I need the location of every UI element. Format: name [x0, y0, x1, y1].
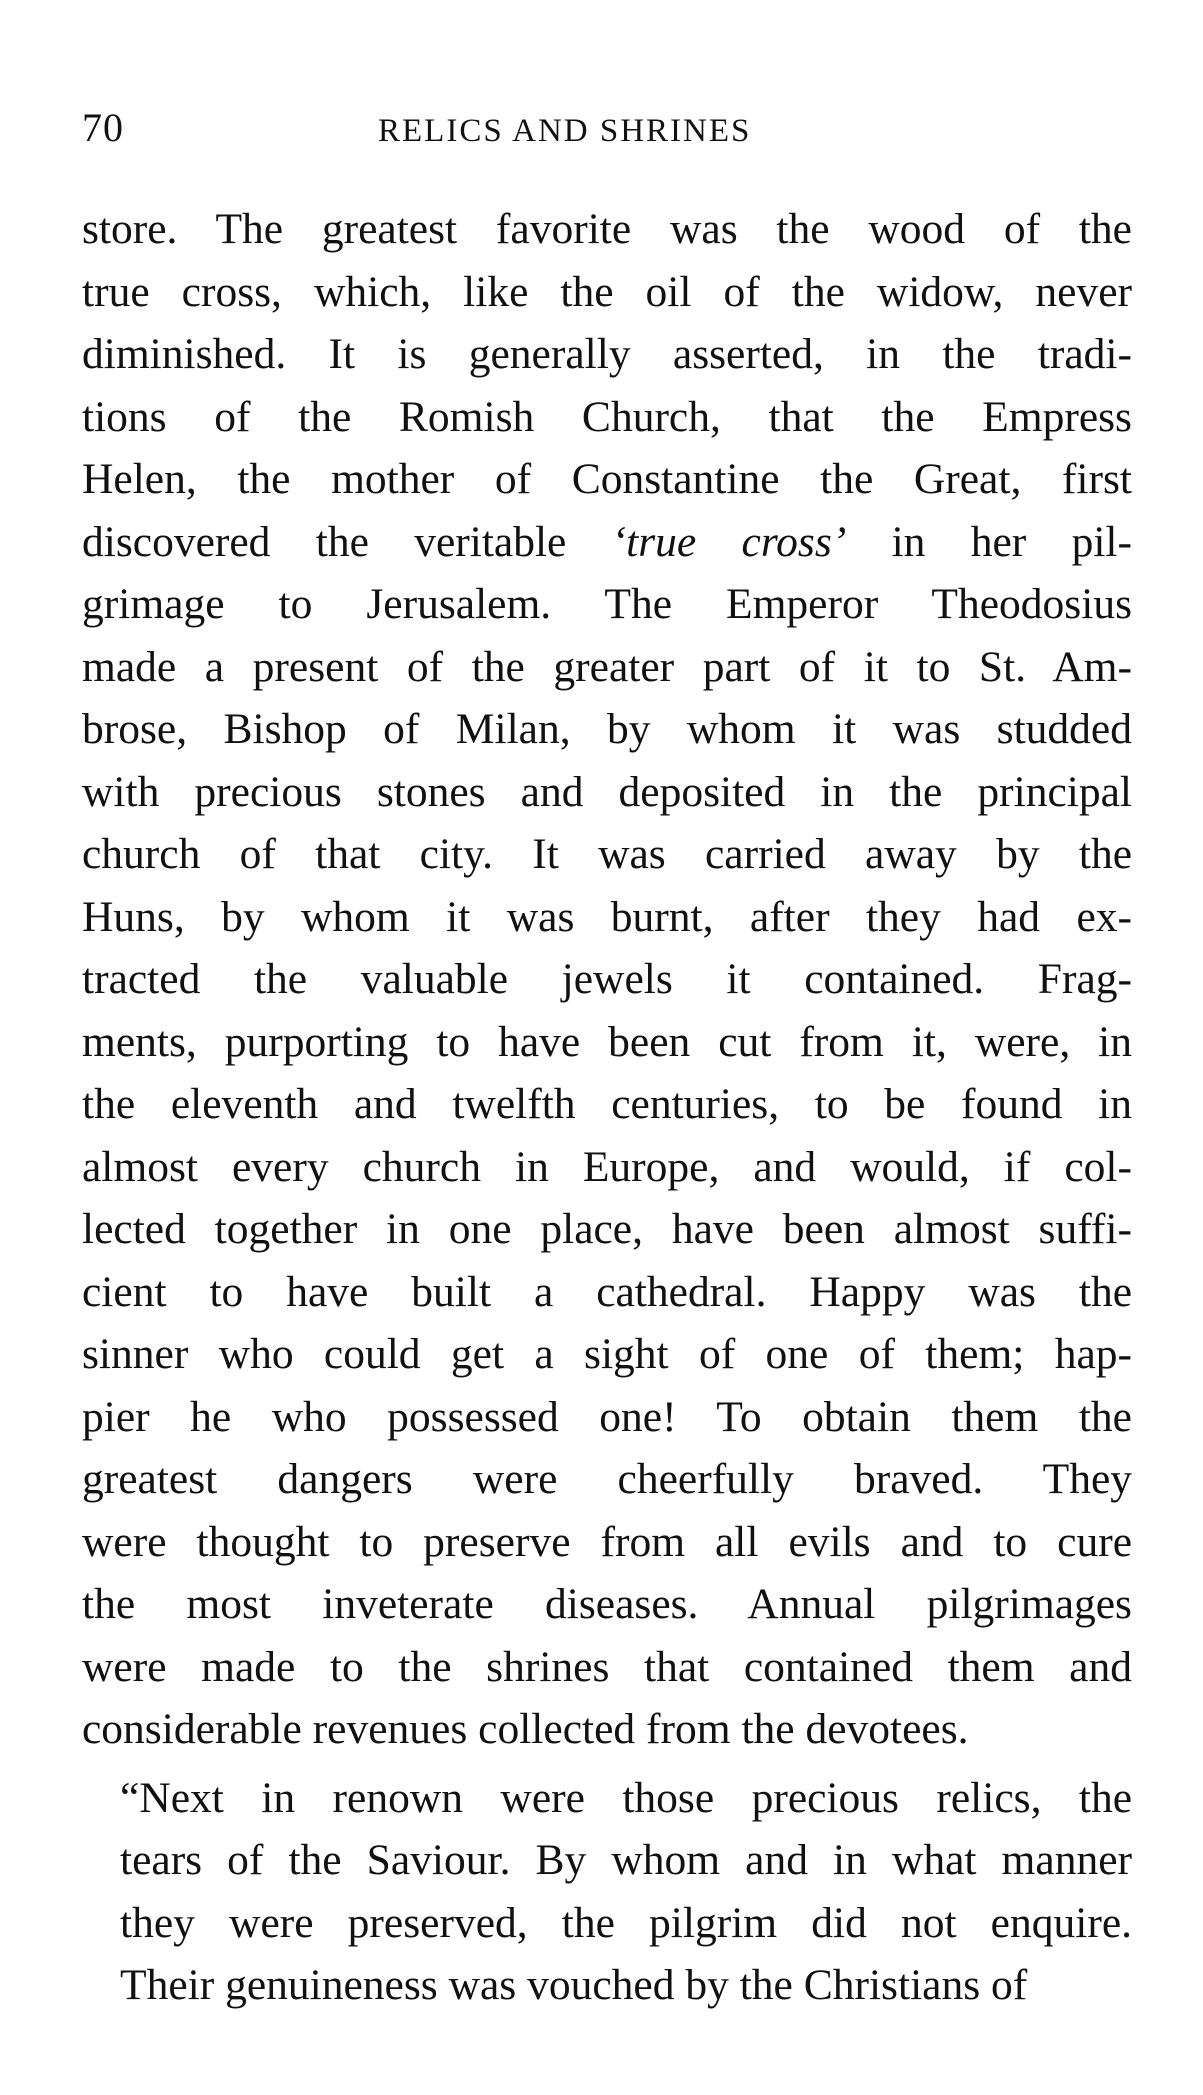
text-line: true cross, which, like the oil of the widow, never [82, 267, 1132, 316]
book-page [82, 104, 1132, 2017]
text-line: cient to have built a cathedral. Happy was the [82, 1267, 1132, 1316]
text-line: ments, purporting to have been cut from it, were, in [82, 1017, 1132, 1066]
text-line: tracted the valuable jewels it contained. Frag- [82, 955, 1132, 1003]
running-head: RELICS AND SHRINES [378, 113, 752, 149]
text-line: considerable revenues collected from the devotees. [82, 1705, 969, 1753]
text-line: discovered the veritable ‘true cross’ in her pil- [82, 517, 1132, 566]
text-line: the most inveterate diseases. Annual pilgrimages [82, 1580, 1132, 1628]
page-header [82, 104, 1132, 174]
text-line: “Next in renown were those precious relics, the [120, 1773, 1132, 1822]
text-line: almost every church in Europe, and would, if col- [82, 1142, 1132, 1191]
text-line: with precious stones and deposited in the principal [82, 767, 1132, 816]
paragraph-2 [82, 1767, 1132, 2017]
text-line: Their genuineness was vouched by the Christians of [120, 1961, 1028, 2009]
page-number: 70 [82, 105, 124, 150]
body-text [82, 198, 1132, 2017]
text-line: pier he who possessed one! To obtain them the [82, 1392, 1132, 1441]
text-line: church of that city. It was carried away by the [82, 830, 1132, 878]
text-line: grimage to Jerusalem. The Emperor Theodosius [82, 580, 1132, 628]
text-line: made a present of the greater part of it to St. Am- [82, 642, 1132, 691]
text-line: Helen, the mother of Constantine the Great, first [82, 455, 1132, 503]
text-line: diminished. It is generally asserted, in the tradi- [82, 330, 1132, 378]
text-line: Huns, by whom it was burnt, after they had ex- [82, 892, 1132, 941]
text-line: the eleventh and twelfth centuries, to be found in [82, 1080, 1132, 1128]
text-line: store. The greatest favorite was the wood of the [82, 205, 1132, 253]
text-line: were thought to preserve from all evils and to cure [82, 1517, 1132, 1566]
text-line: sinner who could get a sight of one of them; hap- [82, 1330, 1132, 1378]
text-line: were made to the shrines that contained them and [82, 1642, 1132, 1691]
text-line: brose, Bishop of Milan, by whom it was studded [82, 705, 1132, 753]
text-line: tears of the Saviour. By whom and in what manner [120, 1836, 1132, 1884]
text-line: greatest dangers were cheerfully braved. They [82, 1455, 1132, 1503]
text-line: they were preserved, the pilgrim did not enquire. [120, 1898, 1132, 1947]
text-line: tions of the Romish Church, that the Empress [82, 392, 1132, 441]
text-line: lected together in one place, have been almost suffi- [82, 1205, 1132, 1253]
paragraph-1 [82, 198, 1132, 1761]
